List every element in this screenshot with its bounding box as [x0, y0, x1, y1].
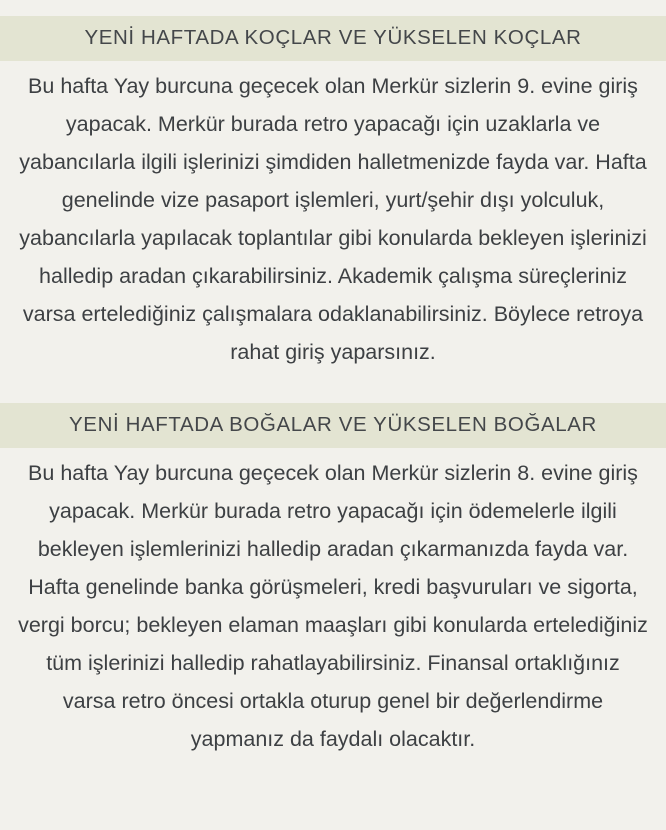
horoscope-section-taurus	[0, 403, 666, 768]
section-heading-taurus: YENİ HAFTADA BOĞALAR VE YÜKSELEN BOĞALAR	[0, 403, 666, 448]
top-spacer	[0, 0, 666, 16]
section-body-aries: Bu hafta Yay burcuna geçecek olan Merkür sizlerin 9. evine giriş yapacak. Merkür burada retro yapacağı için uzaklarla ve yabancılarla ilgili işlerinizi şimdiden halletmenizde fayda var. Hafta genelinde vize pasaport işlemleri, yurt/şehir dışı yolculuk, yabancılarla yapılacak toplantılar gibi konularda bekleyen işlerinizi halledip aradan çıkarabilirsiniz. Akademik çalışma süreçleriniz varsa ertelediğiniz çalışmalara odaklanabilirsiniz. Böylece retroya rahat giriş yaparsınız.	[19, 74, 647, 364]
section-heading-aries: YENİ HAFTADA KOÇLAR VE YÜKSELEN KOÇLAR	[0, 16, 666, 61]
section-divider	[0, 381, 666, 403]
bottom-spacer	[0, 768, 666, 830]
section-body-taurus: Bu hafta Yay burcuna geçecek olan Merkür sizlerin 8. evine giriş yapacak. Merkür burada retro yapacağı için ödemelerle ilgili bekleyen işlemlerinizi halledip aradan çıkarmanızda fayda var. Hafta genelinde banka görüşmeleri, kredi başvuruları ve sigorta, vergi borcu; bekleyen elaman maaşları gibi konularda ertelediğiniz tüm işlerinizi halledip rahatlayabilirsiniz. Finansal ortaklığınız varsa retro öncesi ortakla oturup genel bir değerlendirme yapmanız da faydalı olacaktır.	[18, 461, 648, 751]
horoscope-section-aries	[0, 16, 666, 381]
